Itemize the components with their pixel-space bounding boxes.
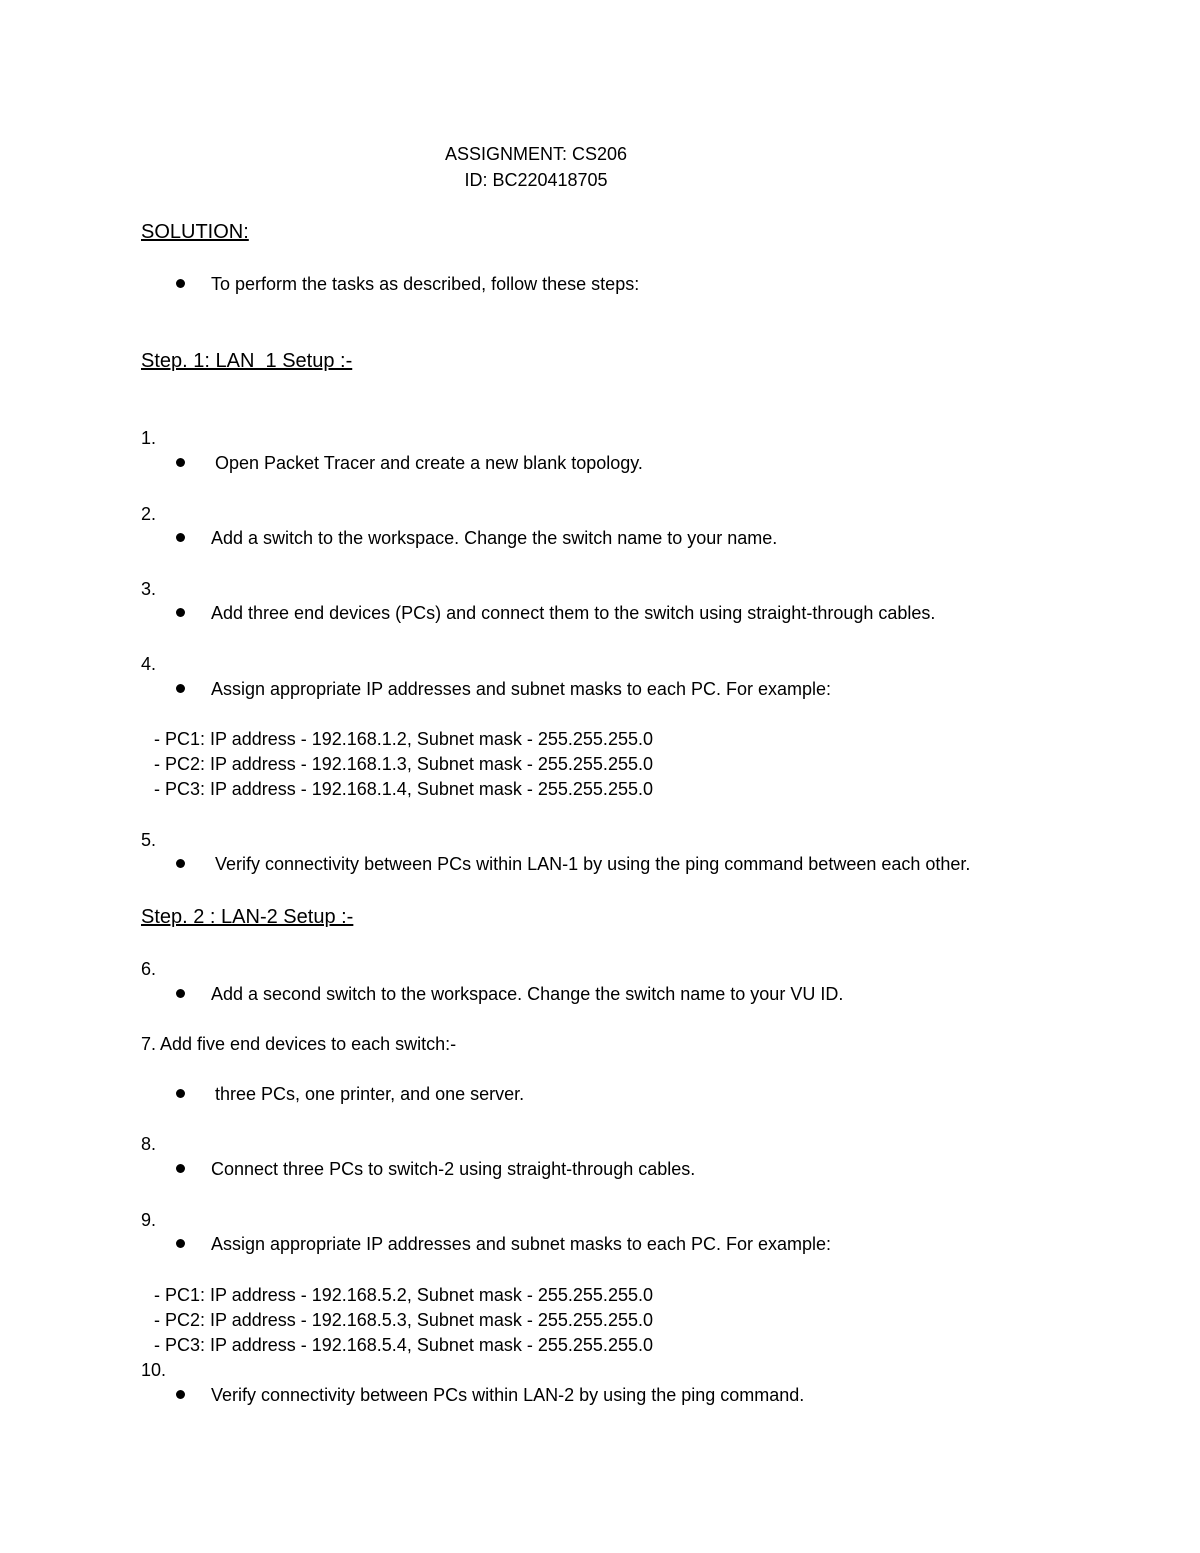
solution-heading: SOLUTION:: [141, 221, 249, 243]
list-item: Add three end devices (PCs) and connect them to the switch using straight-through cables.: [211, 603, 936, 623]
pc-config-line: - PC3: IP address - 192.168.1.4, Subnet mask - 255.255.255.0: [154, 779, 653, 799]
bullet-icon: [176, 684, 185, 693]
list-item: Add a second switch to the workspace. Change the switch name to your VU ID.: [211, 984, 844, 1004]
list-item: Connect three PCs to switch-2 using straight-through cables.: [211, 1159, 696, 1179]
bullet-icon: [176, 279, 185, 288]
item-number: 1.: [141, 428, 157, 448]
bullet-icon: [176, 1239, 185, 1248]
item-number: 6.: [141, 959, 157, 979]
list-item: Verify connectivity between PCs within LAN-2 by using the ping command.: [211, 1385, 805, 1405]
step1-heading: Step. 1: LAN 1 Setup :-: [141, 350, 353, 372]
bullet-icon: [176, 1164, 185, 1173]
bullet-icon: [176, 989, 185, 998]
assignment-title: ASSIGNMENT: CS206: [444, 144, 628, 164]
pc-config-line: - PC1: IP address - 192.168.1.2, Subnet mask - 255.255.255.0: [154, 729, 653, 749]
list-item: Add a switch to the workspace. Change the switch name to your name.: [211, 528, 778, 548]
bullet-icon: [176, 458, 185, 467]
item-number: 3.: [141, 579, 157, 599]
item-number: 10.: [141, 1360, 167, 1380]
list-item: Open Packet Tracer and create a new blank topology.: [215, 453, 643, 473]
item-number: 5.: [141, 830, 157, 850]
pc-config-line: - PC3: IP address - 192.168.5.4, Subnet mask - 255.255.255.0: [154, 1335, 653, 1355]
bullet-icon: [176, 533, 185, 542]
item-number: 4.: [141, 654, 157, 674]
pc-config-line: - PC2: IP address - 192.168.1.3, Subnet mask - 255.255.255.0: [154, 754, 653, 774]
bullet-icon: [176, 1089, 185, 1098]
step2-heading: Step. 2 : LAN-2 Setup :-: [141, 906, 354, 928]
list-item: three PCs, one printer, and one server.: [215, 1084, 525, 1104]
bullet-icon: [176, 1390, 185, 1399]
bullet-icon: [176, 859, 185, 868]
list-item: Assign appropriate IP addresses and subnet masks to each PC. For example:: [211, 1234, 831, 1254]
item-number: 2.: [141, 504, 157, 524]
list-item: 7. Add five end devices to each switch:-: [141, 1034, 457, 1054]
item-number: 9.: [141, 1210, 157, 1230]
list-item: Verify connectivity between PCs within LAN-1 by using the ping command between each other.: [215, 854, 971, 874]
bullet-icon: [176, 608, 185, 617]
student-id: ID: BC220418705: [464, 170, 608, 190]
list-item: Assign appropriate IP addresses and subnet masks to each PC. For example:: [211, 679, 831, 699]
pc-config-line: - PC2: IP address - 192.168.5.3, Subnet mask - 255.255.255.0: [154, 1310, 653, 1330]
pc-config-line: - PC1: IP address - 192.168.5.2, Subnet mask - 255.255.255.0: [154, 1285, 653, 1305]
item-number: 8.: [141, 1134, 157, 1154]
intro-bullet-text: To perform the tasks as described, follow these steps:: [211, 274, 640, 294]
